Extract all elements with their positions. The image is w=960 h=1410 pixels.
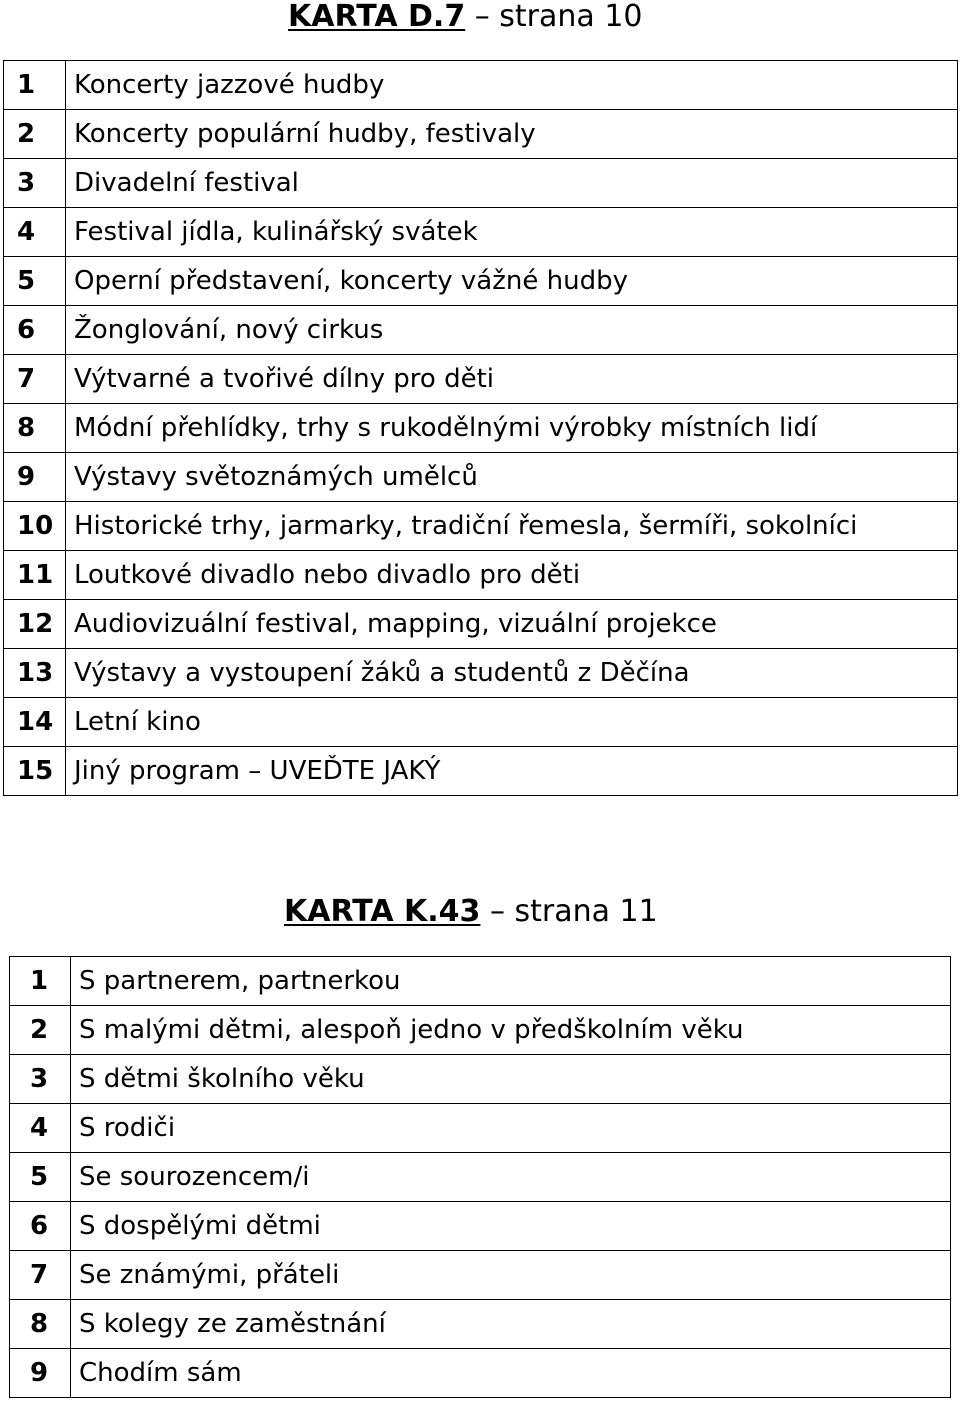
row-number: 4 (10, 1104, 71, 1153)
row-number: 2 (10, 1006, 71, 1055)
row-label: Festival jídla, kulinářský svátek (66, 208, 958, 257)
row-number: 8 (10, 1300, 71, 1349)
row-label: Koncerty populární hudby, festivaly (66, 110, 958, 159)
table-row (4, 61, 958, 110)
row-number: 3 (4, 159, 66, 208)
row-label: Se známými, přáteli (71, 1251, 951, 1300)
row-label: Letní kino (66, 698, 958, 747)
row-number: 9 (10, 1349, 71, 1398)
card-k43-page: – strana 11 (489, 894, 658, 929)
row-number: 15 (4, 747, 66, 796)
row-label: Koncerty jazzové hudby (66, 61, 958, 110)
card-d7-code: KARTA D.7 (288, 0, 466, 34)
card-d7-rows (4, 61, 958, 796)
table-row (10, 957, 951, 1006)
table-row (10, 1202, 951, 1251)
row-label: S dětmi školního věku (71, 1055, 951, 1104)
row-label: Loutkové divadlo nebo divadlo pro děti (66, 551, 958, 600)
table-row (4, 551, 958, 600)
row-label: Historické trhy, jarmarky, tradiční řemesla, šermíři, sokolníci (66, 502, 958, 551)
table-row (4, 747, 958, 796)
table-row (4, 159, 958, 208)
row-number: 10 (4, 502, 66, 551)
table-row (4, 110, 958, 159)
table-row (4, 453, 958, 502)
table-row (4, 698, 958, 747)
row-label: Žonglování, nový cirkus (66, 306, 958, 355)
card-k43-title (284, 895, 658, 929)
table-row (4, 208, 958, 257)
table-row (10, 1055, 951, 1104)
card-k43-code: KARTA K.43 (284, 894, 481, 929)
table-row (10, 1153, 951, 1202)
row-number: 1 (4, 61, 66, 110)
row-number: 12 (4, 600, 66, 649)
table-row (4, 355, 958, 404)
row-number: 8 (4, 404, 66, 453)
table-row (10, 1349, 951, 1398)
row-number: 7 (10, 1251, 71, 1300)
row-number: 6 (4, 306, 66, 355)
row-label: S partnerem, partnerkou (71, 957, 951, 1006)
row-label: S dospělými dětmi (71, 1202, 951, 1251)
table-row (10, 1251, 951, 1300)
table-row (10, 1104, 951, 1153)
row-label: Výtvarné a tvořivé dílny pro děti (66, 355, 958, 404)
card-k43-table (9, 956, 951, 1398)
table-row (4, 257, 958, 306)
row-label: Se sourozencem/i (71, 1153, 951, 1202)
card-d7-table (3, 60, 958, 796)
row-number: 14 (4, 698, 66, 747)
row-number: 6 (10, 1202, 71, 1251)
row-label: Divadelní festival (66, 159, 958, 208)
row-number: 5 (10, 1153, 71, 1202)
row-label: Výstavy a vystoupení žáků a studentů z Děčína (66, 649, 958, 698)
row-label: Chodím sám (71, 1349, 951, 1398)
table-row (4, 600, 958, 649)
row-number: 1 (10, 957, 71, 1006)
table-row (4, 306, 958, 355)
row-number: 7 (4, 355, 66, 404)
card-d7-title (288, 0, 643, 34)
table-row (4, 502, 958, 551)
row-label: Výstavy světoznámých umělců (66, 453, 958, 502)
row-label: S malými dětmi, alespoň jedno v předškolním věku (71, 1006, 951, 1055)
card-k43-rows (10, 957, 951, 1398)
table-row (4, 649, 958, 698)
row-number: 2 (4, 110, 66, 159)
row-number: 13 (4, 649, 66, 698)
row-label: S rodiči (71, 1104, 951, 1153)
table-row (10, 1300, 951, 1349)
row-label: Audiovizuální festival, mapping, vizuální projekce (66, 600, 958, 649)
row-number: 5 (4, 257, 66, 306)
row-number: 11 (4, 551, 66, 600)
row-number: 4 (4, 208, 66, 257)
row-number: 9 (4, 453, 66, 502)
row-label: S kolegy ze zaměstnání (71, 1300, 951, 1349)
card-d7-page: – strana 10 (474, 0, 643, 34)
row-number: 3 (10, 1055, 71, 1104)
row-label: Módní přehlídky, trhy s rukodělnými výrobky místních lidí (66, 404, 958, 453)
row-label: Jiný program – UVEĎTE JAKÝ (66, 747, 958, 796)
table-row (4, 404, 958, 453)
table-row (10, 1006, 951, 1055)
row-label: Operní představení, koncerty vážné hudby (66, 257, 958, 306)
